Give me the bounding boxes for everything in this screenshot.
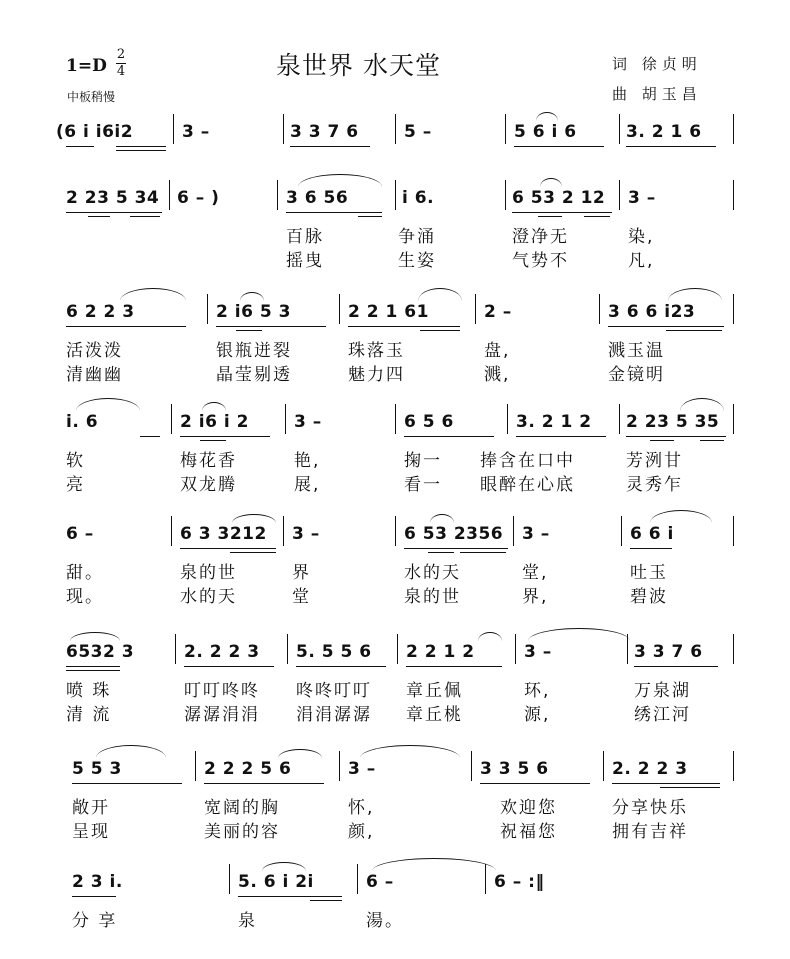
- underline-beam: [184, 666, 274, 667]
- lyric-v1: 水的天: [404, 563, 461, 583]
- slur: [372, 858, 496, 871]
- measure-1-3: 3 3 7 6: [290, 122, 359, 142]
- lyric-v2: 溅,: [484, 365, 511, 385]
- lyric-v1: 艳,: [294, 451, 321, 471]
- lyric-v1: 怀,: [348, 798, 375, 818]
- lyric-v2: 展,: [294, 475, 321, 495]
- lyric-v1: 宽阔的胸: [204, 798, 280, 818]
- underline-beam: [608, 326, 724, 327]
- lyric-v2: 拥有吉祥: [612, 822, 688, 842]
- lyric-v2: 眼醉在心底: [480, 475, 575, 495]
- barline: [287, 634, 288, 664]
- lyric-v1: 染,: [628, 227, 655, 247]
- barline: [395, 180, 396, 210]
- lyric-v1: 章丘佩: [406, 681, 463, 701]
- lyric-v1: 叮叮咚咚: [184, 681, 260, 701]
- measure-3-5: 3 6 6 i23: [608, 302, 696, 322]
- lyric-v1: 堂,: [522, 563, 549, 583]
- lyric-v1: 芳洌甘: [626, 451, 683, 471]
- barline: [515, 634, 516, 664]
- underline-beam: [200, 440, 226, 441]
- lyric-v1: 软: [66, 451, 85, 471]
- lyric-v1: 分 享: [72, 911, 118, 931]
- measure-7-3: 3 –: [348, 759, 376, 779]
- underline-beam: [630, 548, 672, 549]
- lyric-v2: 气势不: [512, 251, 569, 271]
- lyric-v1: 活泼泼: [66, 341, 123, 361]
- lyric-v2: 魅力四: [348, 365, 405, 385]
- lyric-v1: 敞开: [72, 798, 110, 818]
- measure-3-3: 2 2 1 61: [348, 302, 429, 322]
- underline-beam: [66, 666, 120, 667]
- lyric-v1: 澄净无: [512, 227, 569, 247]
- slur: [96, 745, 166, 758]
- barline: [505, 114, 506, 144]
- barline: [471, 751, 472, 781]
- slur: [528, 628, 630, 641]
- measure-2-6: 3 –: [628, 188, 656, 208]
- lyric-v1: 咚咚叮叮: [296, 681, 372, 701]
- measure-2-5: 6 53 2 12: [512, 188, 606, 208]
- measure-1-1: (6 i i6i2: [56, 122, 134, 142]
- measure-7-5: 2. 2 2 3: [612, 759, 688, 779]
- lyric-v2: 涓涓潺潺: [296, 705, 372, 725]
- barline: [599, 294, 600, 324]
- lyric-v1: 捧含在口中: [480, 451, 575, 471]
- lyric-v1: 吐玉: [630, 563, 668, 583]
- measure-5-6: 6 6 i: [630, 524, 674, 544]
- underline-beam: [88, 216, 110, 217]
- slur: [430, 514, 454, 523]
- underline-beam: [404, 548, 508, 549]
- barline: [619, 180, 620, 210]
- measure-7-4: 3 3 5 6: [480, 759, 549, 779]
- slur: [202, 402, 226, 411]
- measure-5-3: 3 –: [292, 524, 320, 544]
- underline-beam: [290, 146, 370, 147]
- underline-beam: [180, 436, 270, 437]
- lyric-v1: 泉: [238, 911, 257, 931]
- slur: [76, 398, 140, 411]
- barline: [507, 404, 508, 434]
- lyric-v2: 现。: [66, 587, 104, 607]
- underline-beam: [296, 666, 386, 667]
- lyric-v2: 呈现: [72, 822, 110, 842]
- measure-5-4: 6 53 2356: [404, 524, 504, 544]
- lyric-v1: 分享快乐: [612, 798, 688, 818]
- underline-beam: [660, 787, 720, 788]
- underline-beam: [140, 436, 160, 437]
- lyric-v2: 灵秀乍: [626, 475, 683, 495]
- measure-6-4: 2 2 1 2: [406, 642, 475, 662]
- barline: [733, 114, 734, 144]
- lyric-v1: 甜。: [66, 563, 104, 583]
- lyric-v2: 潺潺涓涓: [184, 705, 260, 725]
- underline-beam: [700, 440, 724, 441]
- underline-beam: [460, 552, 506, 553]
- barline: [513, 516, 514, 546]
- barline: [339, 751, 340, 781]
- lyric-v1: 珠落玉: [348, 341, 405, 361]
- underline-beam: [666, 330, 722, 331]
- barline: [733, 634, 734, 664]
- underline-beam: [634, 666, 718, 667]
- lyric-v1: 环,: [524, 681, 551, 701]
- measure-3-2: 2 i6 5 3: [216, 302, 291, 322]
- underline-beam: [66, 670, 120, 671]
- underline-beam: [236, 330, 262, 331]
- underline-beam: [626, 436, 726, 437]
- barline: [395, 516, 396, 546]
- underline-beam: [72, 783, 182, 784]
- measure-5-5: 3 –: [522, 524, 550, 544]
- lyric-v2: 祝福您: [500, 822, 557, 842]
- composer-credit: 曲 胡玉昌: [612, 85, 702, 103]
- barline: [277, 180, 278, 210]
- slur: [418, 288, 462, 301]
- lyric-v2: 颜,: [348, 822, 375, 842]
- measure-4-4: 6 5 6: [404, 412, 454, 432]
- measure-8-2: 5. 6 i 2i: [238, 872, 314, 892]
- barline: [733, 294, 734, 324]
- underline-beam: [230, 552, 276, 553]
- lyric-v2: 亮: [66, 475, 85, 495]
- measure-2-1: 2 23 5 34: [66, 188, 160, 208]
- barline: [283, 114, 284, 144]
- lyric-v1: 银瓶迸裂: [216, 341, 292, 361]
- underline-beam: [512, 212, 612, 213]
- underline-beam: [180, 548, 276, 549]
- lyric-v1: 湯。: [366, 911, 404, 931]
- lyric-v2: 凡,: [628, 251, 655, 271]
- slur: [70, 632, 120, 641]
- slur: [680, 398, 724, 411]
- lyric-v2: 界,: [522, 587, 549, 607]
- lyric-v1: 欢迎您: [500, 798, 557, 818]
- lyric-v1: 泉的世: [180, 563, 237, 583]
- barline: [171, 516, 172, 546]
- measure-7-2: 2 2 2 5 6: [204, 759, 292, 779]
- barline: [733, 180, 734, 210]
- slur: [120, 288, 186, 301]
- lyric-v2: 美丽的容: [204, 822, 280, 842]
- measure-2-3: 3 6 56: [286, 188, 349, 208]
- underline-beam: [310, 900, 342, 901]
- barline: [603, 751, 604, 781]
- measure-6-1: 6532 3: [66, 642, 135, 662]
- underline-beam: [216, 326, 326, 327]
- lyric-v2: 清幽幽: [66, 365, 123, 385]
- barline: [169, 180, 170, 210]
- underline-beam: [238, 896, 342, 897]
- time-signature: [116, 48, 126, 79]
- lyric-v2: 水的天: [180, 587, 237, 607]
- lyric-v1: 争涌: [398, 227, 436, 247]
- lyric-v2: 绣江河: [634, 705, 691, 725]
- barline: [283, 516, 284, 546]
- measure-5-2: 6 3 3212: [180, 524, 267, 544]
- lyric-v2: 清 流: [66, 705, 112, 725]
- underline-beam: [404, 436, 494, 437]
- barline: [229, 864, 230, 894]
- barline: [475, 294, 476, 324]
- underline-beam: [420, 330, 460, 331]
- measure-1-5: 5 6 i 6: [514, 122, 577, 142]
- lyric-v1: 梅花香: [180, 451, 237, 471]
- underline-beam: [612, 783, 720, 784]
- underline-beam: [480, 783, 590, 784]
- lyric-v1: 万泉湖: [634, 681, 691, 701]
- lyric-v1: 溅玉温: [608, 341, 665, 361]
- measure-4-3: 3 –: [294, 412, 322, 432]
- underline-beam: [516, 436, 606, 437]
- barline: [505, 180, 506, 210]
- slur: [298, 174, 382, 187]
- lyric-v2: 章丘桃: [406, 705, 463, 725]
- key-signature: 1=D: [66, 56, 107, 76]
- slur: [232, 514, 276, 523]
- barline: [619, 404, 620, 434]
- underline-beam: [66, 326, 186, 327]
- barline: [395, 114, 396, 144]
- lyric-v1: 盘,: [484, 341, 511, 361]
- measure-1-2: 3 –: [182, 122, 210, 142]
- measure-6-2: 2. 2 2 3: [184, 642, 260, 662]
- underline-beam: [116, 146, 166, 147]
- lyric-v2: 双龙腾: [180, 475, 237, 495]
- barline: [619, 114, 620, 144]
- slur: [262, 862, 306, 871]
- underline-beam: [358, 216, 382, 217]
- lyric-v1: 喷 珠: [66, 681, 112, 701]
- lyric-v2: 看一: [404, 475, 442, 495]
- underline-beam: [406, 666, 502, 667]
- slur: [478, 632, 502, 641]
- measure-4-6: 2 23 5 35: [626, 412, 720, 432]
- underline-beam: [626, 146, 716, 147]
- barline: [171, 404, 172, 434]
- time-denominator: 4: [116, 64, 126, 79]
- underline-beam: [66, 146, 94, 147]
- barline: [339, 294, 340, 324]
- measure-4-1: i. 6: [66, 412, 99, 432]
- lyric-v2: 金镜明: [608, 365, 665, 385]
- lyric-v2: 堂: [292, 587, 311, 607]
- underline-beam: [130, 216, 160, 217]
- barline: [173, 114, 174, 144]
- lyric-v1: 百脉: [286, 227, 324, 247]
- underline-beam: [286, 212, 382, 213]
- lyric-v2: 摇曳: [286, 251, 324, 271]
- lyric-v1: 界: [292, 563, 311, 583]
- underline-beam: [204, 783, 324, 784]
- lyric-v2: 泉的世: [404, 587, 461, 607]
- underline-beam: [116, 150, 166, 151]
- barline: [733, 404, 734, 434]
- slur: [540, 178, 562, 187]
- measure-1-4: 5 –: [404, 122, 432, 142]
- lyricist-credit: 词 徐贞明: [612, 55, 702, 73]
- barline: [395, 404, 396, 434]
- song-title: 泉世界 水天堂: [276, 51, 441, 80]
- barline: [285, 404, 286, 434]
- underline-beam: [428, 552, 454, 553]
- measure-6-5: 3 –: [524, 642, 552, 662]
- measure-5-1: 6 –: [66, 524, 94, 544]
- barline: [195, 751, 196, 781]
- slur: [536, 112, 558, 121]
- measure-3-4: 2 –: [484, 302, 512, 322]
- slur: [240, 292, 264, 301]
- underline-beam: [514, 146, 604, 147]
- slur: [650, 510, 712, 523]
- underline-beam: [538, 216, 562, 217]
- measure-2-4: i 6.: [402, 188, 435, 208]
- measure-2-2: 6 – ): [177, 188, 220, 208]
- barline: [175, 634, 176, 664]
- underline-beam: [348, 326, 460, 327]
- measure-4-5: 3. 2 1 2: [516, 412, 592, 432]
- slur: [668, 288, 722, 301]
- lyric-v2: 生姿: [398, 251, 436, 271]
- underline-beam: [584, 216, 610, 217]
- barline: [733, 751, 734, 781]
- measure-8-4: 6 – :‖: [494, 872, 545, 892]
- underline-beam: [650, 440, 674, 441]
- lyric-v2: 碧波: [630, 587, 668, 607]
- lyric-v2: 晶莹剔透: [216, 365, 292, 385]
- measure-6-6: 3 3 7 6: [634, 642, 703, 662]
- lyric-v2: 源,: [524, 705, 551, 725]
- barline: [207, 294, 208, 324]
- slur: [278, 749, 322, 758]
- measure-8-3: 6 –: [366, 872, 394, 892]
- time-numerator: 2: [116, 47, 126, 62]
- tempo-marking: 中板稍慢: [67, 90, 116, 104]
- underline-beam: [66, 212, 162, 213]
- underline-beam: [72, 896, 116, 897]
- barline: [397, 634, 398, 664]
- slur: [360, 745, 460, 758]
- barline: [357, 864, 358, 894]
- measure-4-2: 2 i6 i 2: [180, 412, 249, 432]
- measure-3-1: 6 2 2 3: [66, 302, 135, 322]
- measure-1-6: 3. 2 1 6: [626, 122, 702, 142]
- barline: [621, 516, 622, 546]
- barline: [733, 516, 734, 546]
- measure-6-3: 5. 5 5 6: [296, 642, 372, 662]
- measure-7-1: 5 5 3: [72, 759, 122, 779]
- measure-8-1: 2 3 i.: [72, 872, 123, 892]
- lyric-v1: 掬一: [404, 451, 442, 471]
